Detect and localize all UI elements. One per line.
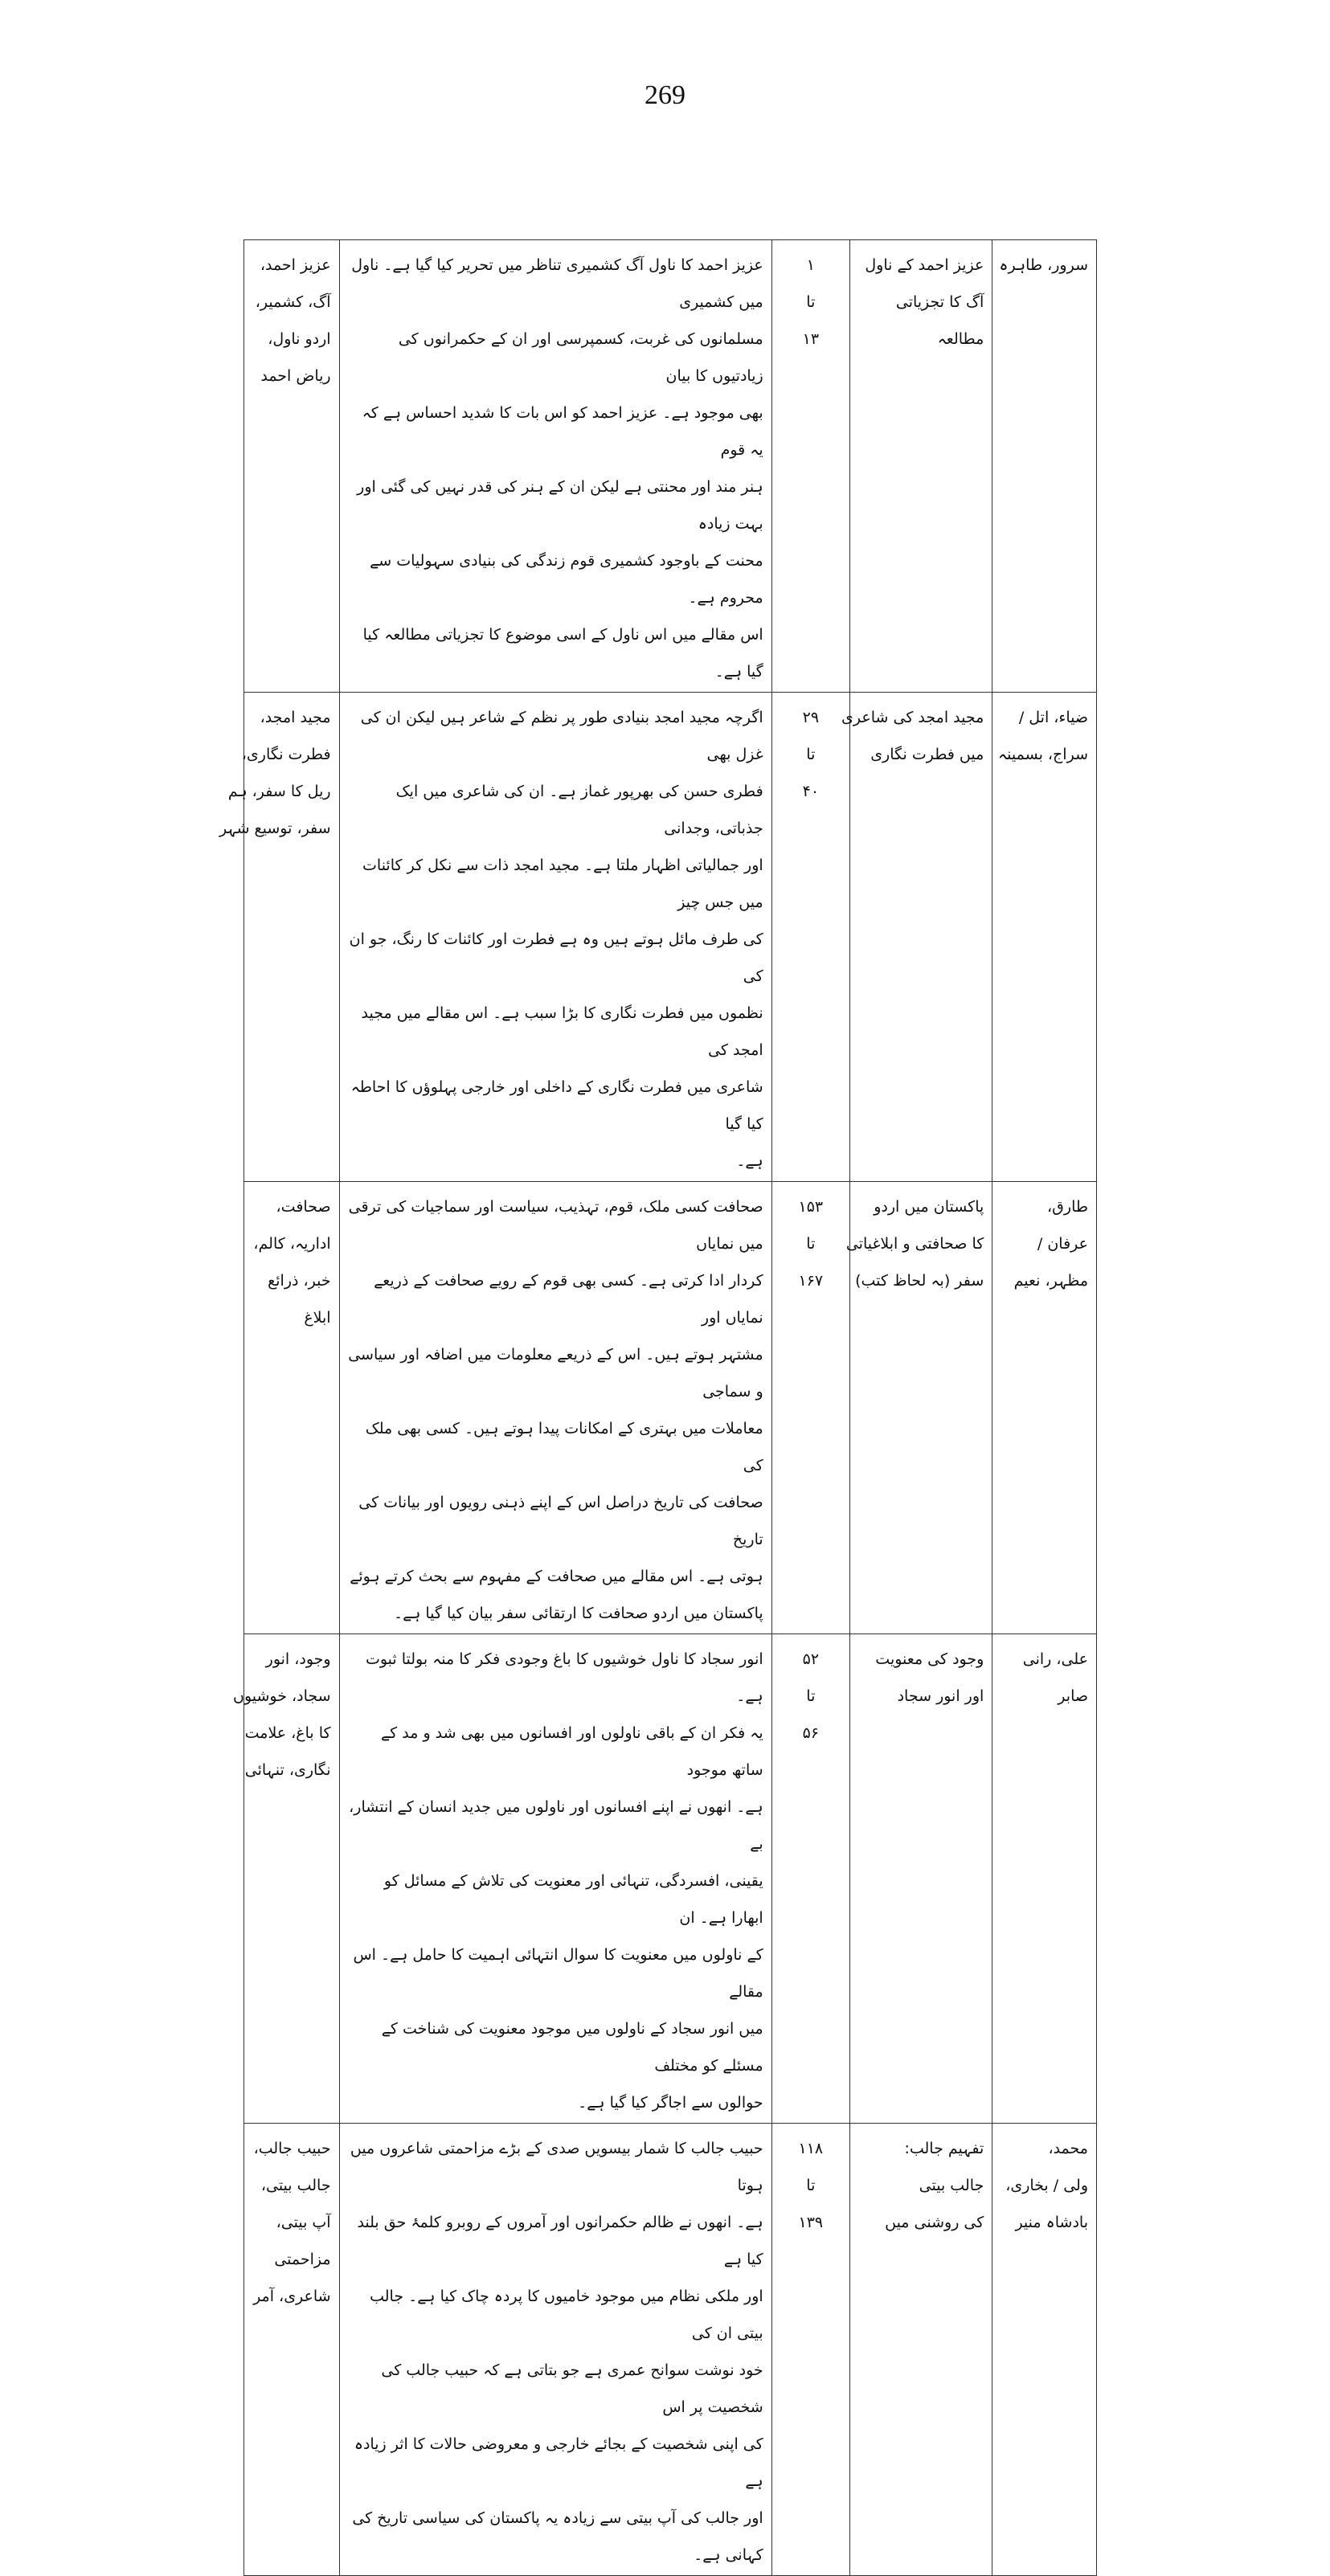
keywords-cell bbox=[244, 1182, 340, 1634]
keywords-cell-line: جالب بیتی، bbox=[260, 2177, 331, 2194]
abstract-cell bbox=[339, 2124, 771, 2576]
page-sep: تا bbox=[806, 1235, 816, 1253]
keywords-cell bbox=[244, 240, 340, 693]
page-to: ۴۰ bbox=[802, 783, 820, 800]
authors-cell bbox=[992, 2124, 1097, 2576]
authors-cell-line: سراج، بسمینہ bbox=[998, 746, 1088, 763]
abstract-cell-line: عزیز احمد کا ناول آگ کشمیری تناظر میں تحریر کیا گیا ہے۔ ناول میں کشمیری bbox=[351, 256, 763, 311]
articles-table bbox=[219, 239, 1097, 2576]
authors-cell-line: محمد، bbox=[1048, 2140, 1088, 2157]
keywords-cell-line: ریل کا سفر، ہم bbox=[227, 783, 331, 800]
authors-cell bbox=[992, 1634, 1097, 2124]
page-sep: تا bbox=[806, 2177, 816, 2194]
page-to: ۱۳۹ bbox=[798, 2214, 824, 2231]
title-cell-line: آگ کا تجزیاتی bbox=[895, 293, 984, 311]
title-cell-line: مجید امجد کی شاعری bbox=[841, 709, 984, 726]
title-cell-line: جالب بیتی bbox=[919, 2177, 984, 2194]
abstract-cell-line: معاملات میں بہتری کے امکانات پیدا ہوتے ہیں۔ کسی بھی ملک کی bbox=[365, 1420, 763, 1474]
keywords-cell-line: مزاحمتی bbox=[274, 2251, 331, 2268]
page-from: ۱۱۸ bbox=[798, 2140, 824, 2157]
abstract-cell-line: پاکستان میں اردو صحافت کا ارتقائی سفر بیان کیا گیا ہے۔ bbox=[393, 1605, 763, 1622]
authors-cell bbox=[992, 1182, 1097, 1634]
abstract-cell-line: اور جالب کی آپ بیتی سے زیادہ یہ پاکستان کی سیاسی تاریخ کی کہانی ہے۔ bbox=[352, 2509, 763, 2564]
title-cell-line: میں فطرت نگاری bbox=[870, 746, 984, 763]
keywords-cell-line: ابلاغ bbox=[304, 1309, 331, 1327]
title-cell bbox=[849, 1634, 992, 2124]
keywords-cell-line: سفر، توسیع شہر bbox=[219, 820, 331, 837]
page-to: ۱۳ bbox=[802, 330, 820, 348]
keywords-cell-line: نگاری، تنہائی bbox=[244, 1761, 331, 1779]
authors-cell-line: ولی / بخاری، bbox=[1005, 2177, 1088, 2194]
table-row bbox=[244, 693, 1097, 1182]
keywords-cell bbox=[244, 2124, 340, 2576]
page-number: 269 bbox=[645, 80, 685, 110]
title-cell-line: تفہیم جالب: bbox=[904, 2140, 984, 2157]
authors-cell-line: مظہر، نعیم bbox=[1013, 1272, 1088, 1290]
title-cell-line: سفر (بہ لحاظ کتب) bbox=[855, 1272, 984, 1290]
keywords-cell-line: آگ، کشمیر، bbox=[255, 293, 331, 311]
abstract-cell-line: انور سجاد کا ناول خوشیوں کا باغ وجودی فکر کا منہ بولتا ثبوت ہے۔ bbox=[365, 1650, 763, 1705]
abstract-cell-line: میں انور سجاد کے ناولوں میں موجود معنویت کی شناخت کے مسئلے کو مختلف bbox=[381, 2020, 763, 2075]
page-sep: تا bbox=[806, 293, 816, 311]
abstract-cell-line: کے ناولوں میں معنویت کا سوال انتہائی اہمیت کا حامل ہے۔ اس مقالے bbox=[353, 1946, 763, 2001]
keywords-cell-line: صحافت، bbox=[276, 1198, 331, 1216]
title-cell bbox=[849, 240, 992, 693]
abstract-cell-line: حبیب جالب کا شمار بیسویں صدی کے بڑے مزاحمتی شاعروں میں ہوتا bbox=[350, 2140, 763, 2194]
abstract-cell-line: بھی موجود ہے۔ عزیز احمد کو اس بات کا شدید احساس ہے کہ یہ قوم bbox=[362, 404, 763, 459]
title-cell-line: کی روشنی میں bbox=[885, 2214, 984, 2231]
keywords-cell-line: عزیز احمد، bbox=[260, 256, 331, 274]
authors-cell-line: طارق، bbox=[1047, 1198, 1088, 1216]
pages-cell bbox=[771, 1182, 849, 1634]
title-cell-line: اور انور سجاد bbox=[897, 1687, 984, 1705]
page-from: ۲۹ bbox=[802, 709, 820, 726]
abstract-cell bbox=[339, 1182, 771, 1634]
page-to: ۱۶۷ bbox=[798, 1272, 824, 1290]
pages-cell bbox=[771, 1634, 849, 2124]
abstract-cell-line: یقینی، افسردگی، تنہائی اور معنویت کی تلاش کے مسائل کو ابھارا ہے۔ ان bbox=[383, 1872, 763, 1927]
abstract-cell-line: یہ فکر ان کے باقی ناولوں اور افسانوں میں بھی شد و مد کے ساتھ موجود bbox=[381, 1724, 763, 1779]
authors-cell-line: بادشاہ منیر bbox=[1015, 2214, 1088, 2231]
keywords-cell bbox=[233, 1634, 340, 2124]
keywords-cell-line: ریاض احمد bbox=[260, 367, 331, 385]
authors-cell bbox=[992, 240, 1097, 693]
table-row bbox=[244, 240, 1097, 693]
pages-cell bbox=[771, 693, 849, 1182]
table-row bbox=[244, 2124, 1097, 2576]
pages-cell bbox=[771, 240, 849, 693]
title-cell-line: مطالعہ bbox=[937, 330, 984, 348]
abstract-cell-line: کی طرف مائل ہوتے ہیں وہ ہے فطرت اور کائنات کا رنگ، جو ان کی bbox=[349, 930, 763, 985]
authors-cell-line: سرور، طاہرہ bbox=[999, 256, 1088, 274]
page-from: ۵۲ bbox=[802, 1650, 820, 1668]
keywords-cell-line: حبیب جالب، bbox=[253, 2140, 331, 2157]
abstract-cell-line: شاعری میں فطرت نگاری کے داخلی اور خارجی پہلوؤں کا احاطہ کیا گیا bbox=[350, 1078, 763, 1133]
keywords-cell-line: خبر، ذرائع bbox=[268, 1272, 331, 1290]
abstract-cell-line: مسلمانوں کی غربت، کسمپرسی اور ان کے حکمرانوں کی زیادتیوں کا بیان bbox=[398, 330, 763, 385]
abstract-cell bbox=[339, 693, 771, 1182]
keywords-cell-line: آپ بیتی، bbox=[276, 2214, 331, 2231]
abstract-cell-line: مشتہر ہوتے ہیں۔ اس کے ذریعے معلومات میں اضافہ اور سیاسی و سماجی bbox=[348, 1346, 763, 1400]
page-sep: تا bbox=[806, 1687, 816, 1705]
abstract-cell-line: اگرچہ مجید امجد بنیادی طور پر نظم کے شاعر ہیں لیکن ان کی غزل بھی bbox=[360, 709, 763, 763]
authors-cell-line: عرفان / bbox=[1037, 1235, 1088, 1253]
abstract-cell-line: صحافت کی تاریخ دراصل اس کے اپنے ذہنی رویوں اور بیانات کی تاریخ bbox=[358, 1494, 763, 1548]
authors-cell bbox=[992, 693, 1097, 1182]
keywords-cell-line: مجید امجد، bbox=[260, 709, 331, 726]
keywords-cell-line: اداریہ، کالم، bbox=[253, 1235, 331, 1253]
title-cell bbox=[849, 2124, 992, 2576]
keywords-cell-line: اردو ناول، bbox=[268, 330, 331, 348]
abstract-cell-line: حوالوں سے اجاگر کیا گیا ہے۔ bbox=[578, 2094, 763, 2112]
abstract-cell-line: ہے۔ انھوں نے اپنے افسانوں اور ناولوں میں جدید انسان کے انتشار، بے bbox=[349, 1798, 763, 1853]
abstract-cell-line: ہنر مند اور محنتی ہے لیکن ان کے ہنر کی قدر نہیں کی گئی اور بہت زیادہ bbox=[357, 478, 763, 533]
abstract-cell-line: اس مقالے میں اس ناول کے اسی موضوع کا تجزیاتی مطالعہ کیا گیا ہے۔ bbox=[362, 626, 763, 681]
authors-cell-line: ضیاء، اتل / bbox=[1018, 709, 1088, 726]
table-row bbox=[244, 1182, 1097, 1634]
abstract-cell-line: کردار ادا کرتی ہے۔ کسی بھی قوم کے رویے صحافت کے ذریعے نمایاں اور bbox=[374, 1272, 763, 1327]
keywords-cell-line: سجاد، خوشیوں bbox=[233, 1687, 331, 1705]
abstract-cell bbox=[339, 240, 771, 693]
title-cell bbox=[841, 693, 992, 1182]
authors-cell-line: صابر bbox=[1058, 1687, 1088, 1705]
abstract-cell-line: ہے۔ انھوں نے ظالم حکمرانوں اور آمروں کے روبرو کلمۂ حق بلند کیا ہے bbox=[357, 2214, 763, 2268]
page-sep: تا bbox=[806, 746, 816, 763]
title-cell-line: وجود کی معنویت bbox=[875, 1650, 984, 1668]
abstract-cell-line: کی اپنی شخصیت کے بجائے خارجی و معروضی حالات کا اثر زیادہ ہے bbox=[354, 2435, 763, 2490]
abstract-cell-line: ہوتی ہے۔ اس مقالے میں صحافت کے مفہوم سے بحث کرتے ہوئے bbox=[350, 1568, 763, 1585]
abstract-cell-line: نظموں میں فطرت نگاری کا بڑا سبب ہے۔ اس مقالے میں مجید امجد کی bbox=[361, 1004, 763, 1059]
abstract-cell-line: اور ملکی نظام میں موجود خامیوں کا پردہ چاک کیا ہے۔ جالب بیتی ان کی bbox=[370, 2288, 763, 2342]
page-from: ۱ bbox=[806, 256, 815, 274]
page-from: ۱۵۳ bbox=[798, 1198, 824, 1216]
pages-cell bbox=[771, 2124, 849, 2576]
keywords-cell-line: شاعری، آمر bbox=[253, 2288, 331, 2305]
title-cell-line: عزیز احمد کے ناول bbox=[865, 256, 984, 274]
page-to: ۵۶ bbox=[802, 1724, 820, 1742]
abstract-cell-line: صحافت کسی ملک، قوم، تہذیب، سیاست اور سماجیات کی ترقی میں نمایاں bbox=[348, 1198, 763, 1253]
abstract-cell-line: فطری حسن کی بھرپور غماز ہے۔ ان کی شاعری میں ایک جذباتی، وجدانی bbox=[395, 783, 763, 837]
abstract-cell-line: اور جمالیاتی اظہار ملتا ہے۔ مجید امجد ذات سے نکل کر کائنات میں جس چیز bbox=[362, 857, 763, 911]
title-cell-line: پاکستان میں اردو bbox=[874, 1198, 984, 1216]
abstract-cell bbox=[339, 1634, 771, 2124]
title-cell-line: کا صحافتی و ابلاغیاتی bbox=[845, 1235, 984, 1253]
title-cell bbox=[845, 1182, 992, 1634]
abstract-cell-line: ہے۔ bbox=[736, 1152, 763, 1170]
table-row bbox=[244, 1634, 1097, 2124]
keywords-cell-line: کا باغ، علامت bbox=[244, 1724, 331, 1742]
keywords-cell bbox=[219, 693, 340, 1182]
keywords-cell-line: وجود، انور bbox=[265, 1650, 331, 1668]
authors-cell-line: علی، رانی bbox=[1022, 1650, 1088, 1668]
abstract-cell-line: محنت کے باوجود کشمیری قوم زندگی کی بنیادی سہولیات سے محروم ہے۔ bbox=[370, 552, 763, 607]
abstract-cell-line: خود نوشت سوانح عمری ہے جو بتاتی ہے کہ حبیب جالب کی شخصیت پر اس bbox=[381, 2361, 763, 2416]
keywords-cell-line: فطرت نگاری، bbox=[241, 746, 331, 763]
